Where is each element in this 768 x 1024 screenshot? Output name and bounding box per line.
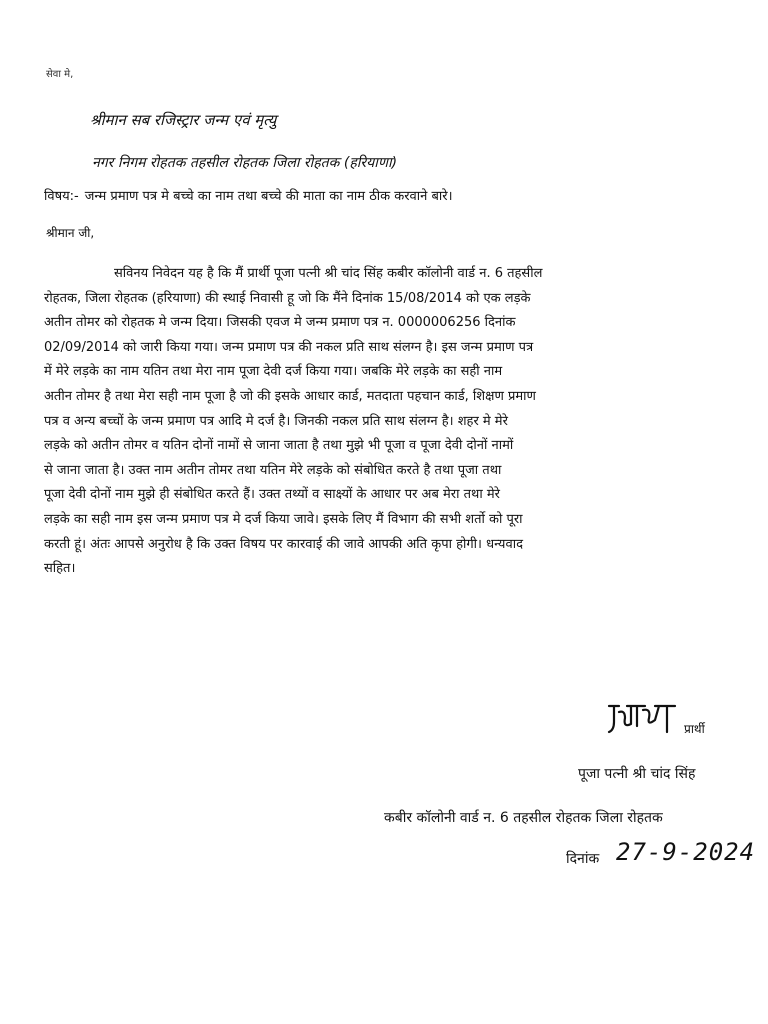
letter-body [44, 262, 734, 582]
body-line: से जाना जाता है। उक्त नाम अतीन तोमर तथा यतिन मेरे लड़के को संबोधित करते है तथा पूजा तथा [44, 462, 502, 478]
body-line: अतीन तोमर को रोहतक मे जन्म दिया। जिसकी एवज मे जन्म प्रमाण पत्र न. 0000006256 दिनांक [44, 315, 516, 331]
body-line: सहित। [44, 561, 76, 577]
applicant-name: पूजा पत्नी श्री चांद सिंह [578, 766, 696, 782]
addressee-line-1: श्रीमान सब रजिस्ट्रार जन्म एवं मृत्यु [90, 111, 277, 129]
subject-label: विषय:- [44, 189, 79, 204]
body-line: अतीन तोमर है तथा मेरा सही नाम पूजा है जो की इसके आधार कार्ड, मतदाता पहचान कार्ड, शिक्षण प्रमाण [44, 388, 536, 404]
body-line: लड़के का सही नाम इस जन्म प्रमाण पत्र मे दर्ज किया जावे। इसके लिए मैं विभाग की सभी शर्तो को पूरा [44, 511, 523, 527]
subject-text: जन्म प्रमाण पत्र मे बच्चे का नाम तथा बच्चे की माता का नाम ठीक करवाने बारे। [84, 189, 453, 204]
body-line: करती हूं। अंतः आपसे अनुरोध है कि उक्त विषय पर कारवाई की जावे आपकी अति कृपा होगी। धन्यवाद [44, 536, 523, 552]
salutation: श्रीमान जी, [46, 226, 95, 240]
body-line: लड़के को अतीन तोमर व यतिन दोनों नामों से जाना जाता है तथा मुझे भी पूजा व पूजा देवी दोनों नामों [44, 438, 514, 454]
date-value: 27-9-2024 [616, 838, 756, 866]
body-line: 02/09/2014 को जारी किया गया। जन्म प्रमाण पत्र की नकल प्रति साथ संलग्न है। इस जन्म प्रमाण पत्र [44, 339, 534, 355]
subject-row [44, 186, 453, 204]
applicant-address: कबीर कॉलोनी वार्ड न. 6 तहसील रोहतक जिला रोहतक [384, 810, 663, 826]
to-label: सेवा मे, [46, 69, 74, 80]
applicant-role: प्रार्थी [684, 722, 705, 736]
handwritten-signature [605, 700, 677, 736]
body-line: में मेरे लड़के का नाम यतिन तथा मेरा नाम पूजा देवी दर्ज किया गया। जबकि मेरे लड़के का सही नाम [44, 364, 503, 380]
body-line: रोहतक, जिला रोहतक (हरियाणा) की स्थाई निवासी हू जो कि मैंने दिनांक 15/08/2014 को एक लड़के [44, 290, 531, 306]
body-line: सविनय निवेदन यह है कि मैं प्रार्थी पूजा पत्नी श्री चांद सिंह कबीर कॉलोनी वार्ड न. 6 तहसील [114, 266, 543, 281]
addressee-line-2: नगर निगम रोहतक तहसील रोहतक जिला रोहतक (हरियाणा) [92, 155, 398, 171]
body-line: पूजा देवी दोनों नाम मुझे ही संबोधित करते हैं। उक्त तथ्यों व साक्ष्यों के आधार पर अब मेरा तथा मेरे [44, 487, 500, 503]
body-line: पत्र व अन्य बच्चों के जन्म प्रमाण पत्र आदि मे दर्ज है। जिनकी नकल प्रति साथ संलग्न है। शहर मे मेरे [44, 413, 508, 429]
date-label: दिनांक [566, 851, 600, 867]
